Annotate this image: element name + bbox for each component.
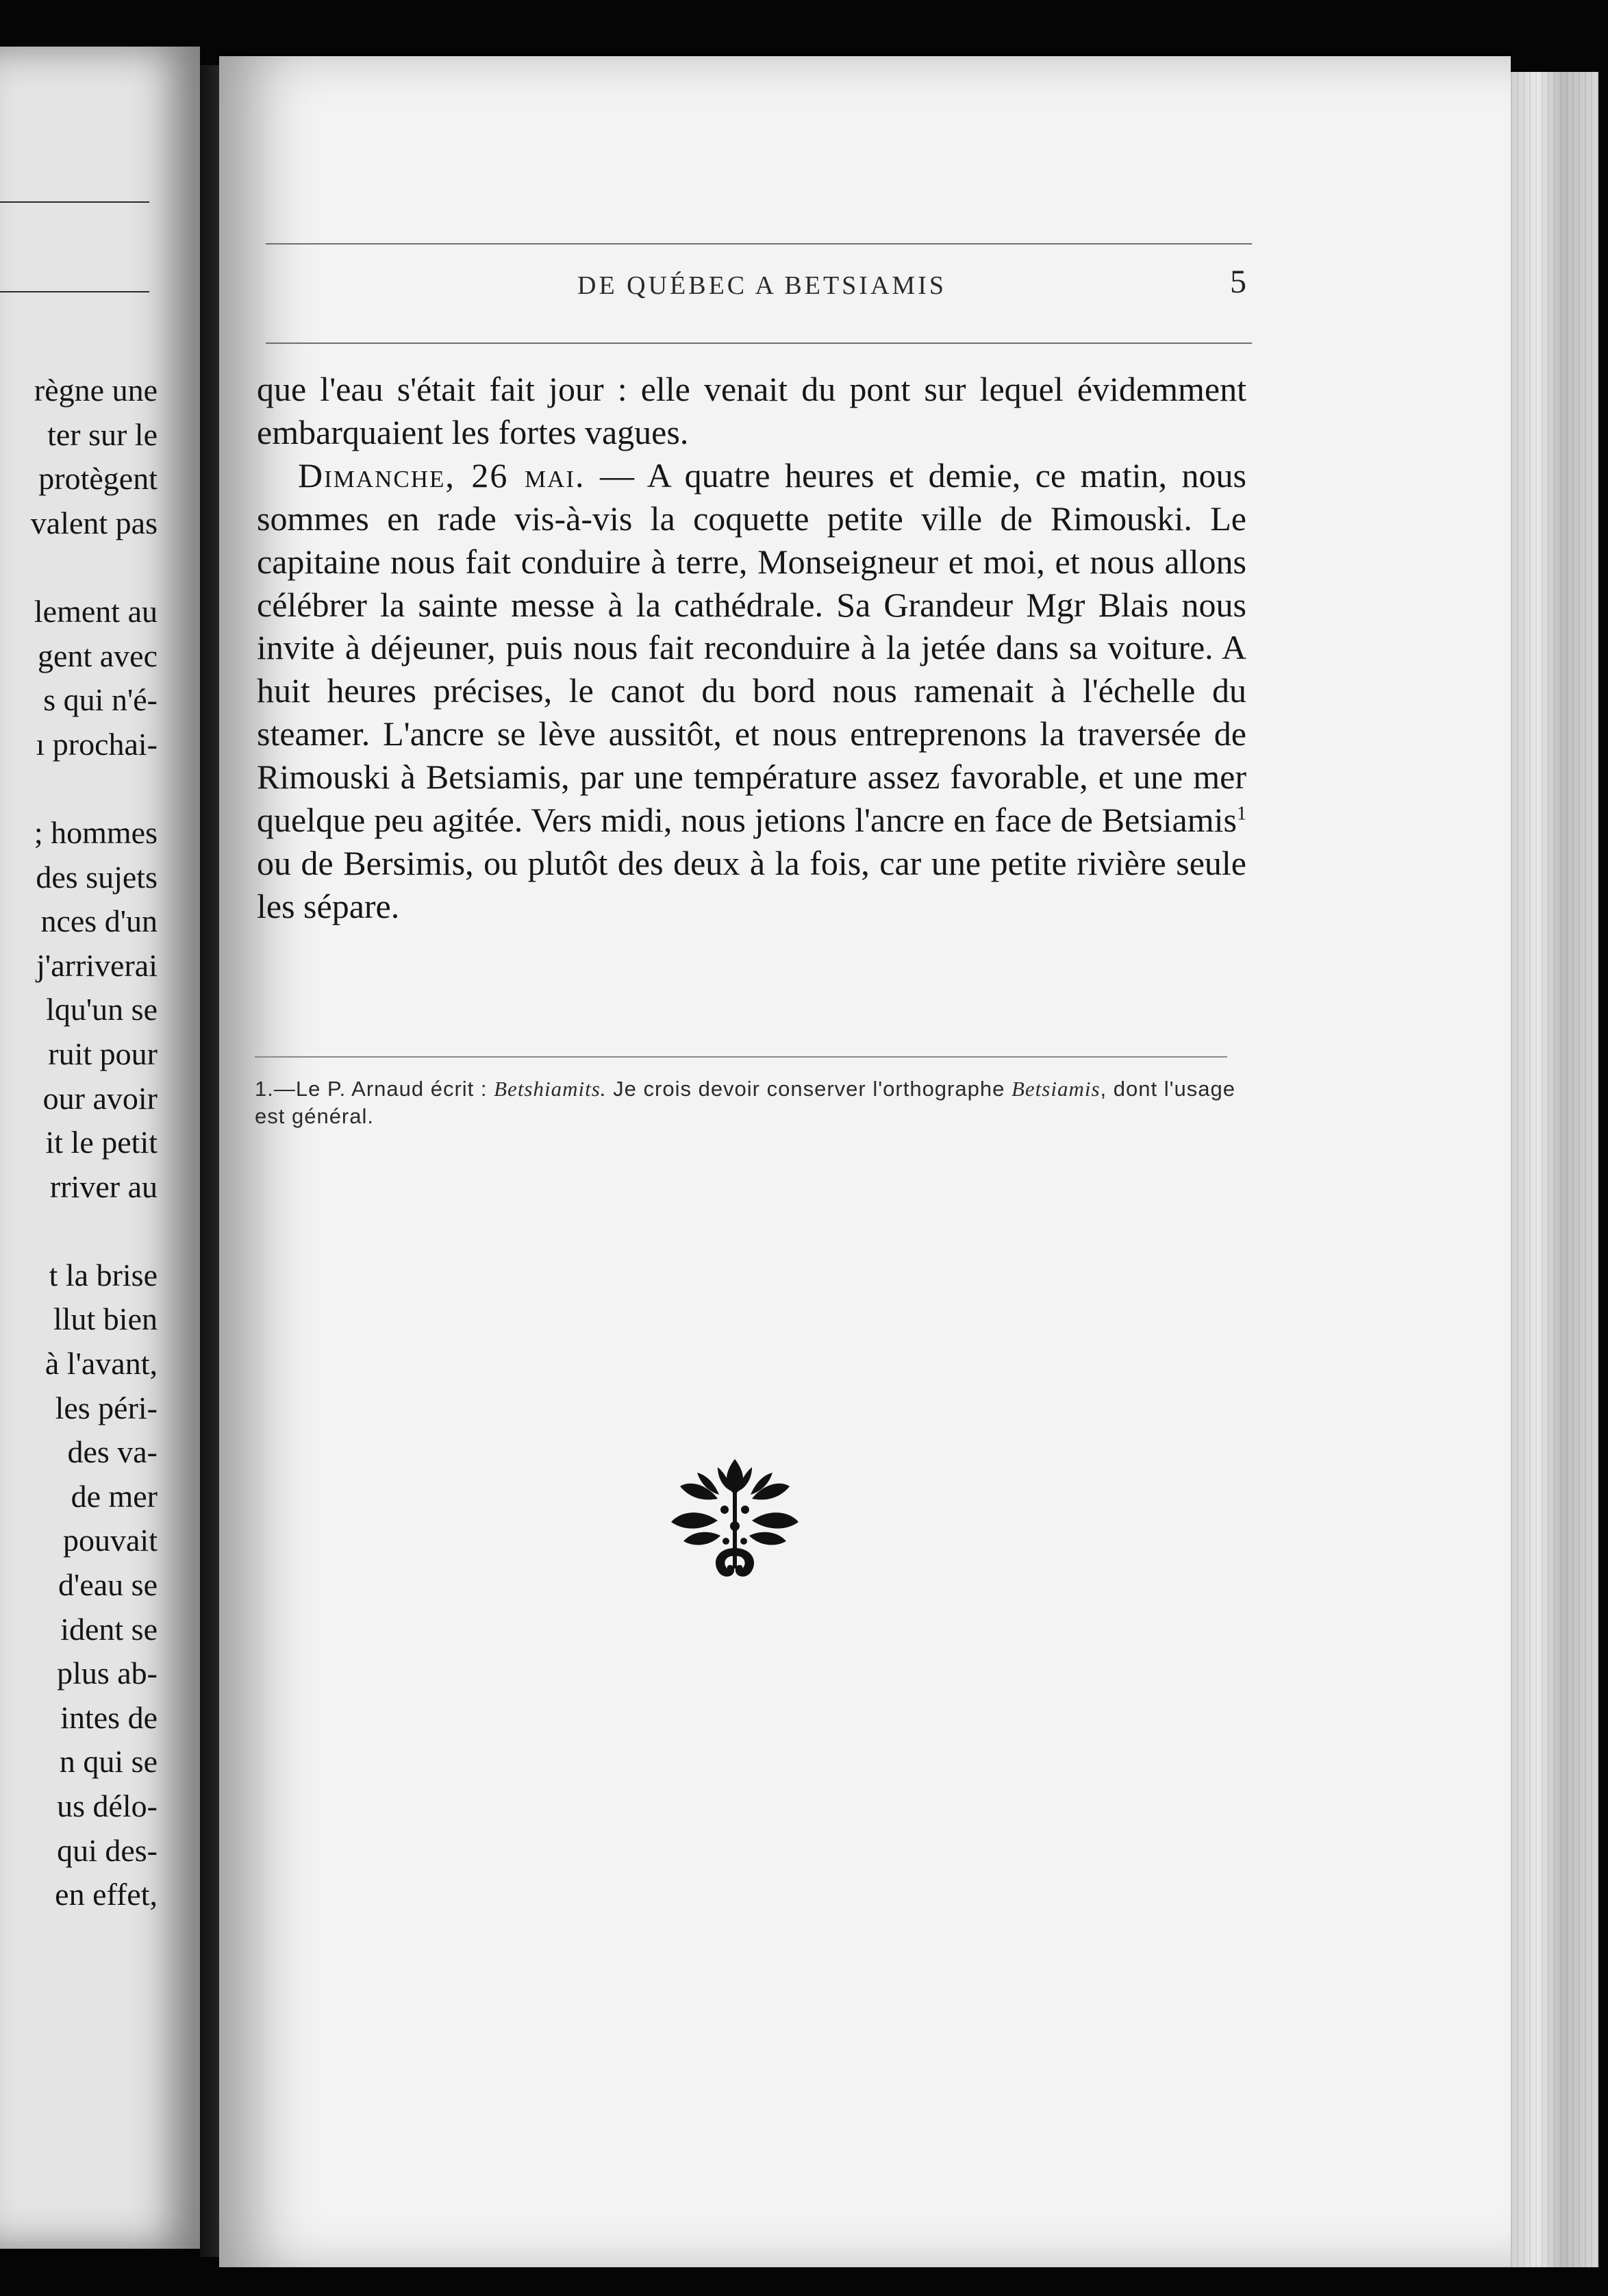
footnote bbox=[255, 1075, 1255, 1130]
left-page-text-line: ter sur le bbox=[47, 416, 158, 452]
footnote-italic-1: Betshiamits. bbox=[494, 1077, 607, 1101]
running-head: DE QUÉBEC A BETSIAMIS bbox=[577, 271, 946, 300]
left-page-text-line: en effet, bbox=[55, 1877, 158, 1912]
left-page-text-line: les péri- bbox=[55, 1390, 158, 1425]
left-page-text-line: d'eau se bbox=[58, 1567, 158, 1603]
left-facing-page bbox=[0, 47, 200, 2249]
footnote-italic-2: Betsiamis bbox=[1011, 1077, 1101, 1101]
paragraph-2-text-b: ou de Bersimis, ou plutôt des deux à la fois, car une petite rivière seule les sépare. bbox=[257, 843, 1246, 925]
left-page-text-line: des va- bbox=[67, 1434, 158, 1470]
left-page-text-line: t la brise bbox=[49, 1257, 158, 1293]
paragraph-2-text-a: — A quatre heures et demie, ce matin, nous sommes en rade vis-à-vis la coquette petite ville de Rimouski. Le capitaine nous fait conduire à terre, Monseigneur et moi, et nous allons célébrer la sainte messe à la cathédrale. Sa Grandeur Mgr Blais nous invite à déjeuner, puis nous fait reconduire à la jetée dans sa voiture. A huit heures précises, le canot du bord nous ramenait à l'échelle du steamer. L'ancre se lève aussitôt, et nous entreprenons la traversée de Rimouski à Betsiamis, par une température assez favorable, et une mer quelque peu agitée. Vers midi, nous jetions l'ancre en face de Betsiamis bbox=[257, 456, 1246, 840]
left-page-text-line: j'arriverai bbox=[36, 947, 158, 983]
left-page-text-line: protègent bbox=[38, 461, 158, 497]
left-page-text-line: de mer bbox=[71, 1478, 158, 1514]
page-number: 5 bbox=[1230, 264, 1246, 300]
left-page-text-line: à l'avant, bbox=[45, 1346, 158, 1382]
left-page-paragraph-gap bbox=[31, 545, 158, 590]
left-page-text-line: qui des- bbox=[57, 1832, 158, 1868]
left-page-rule bbox=[0, 201, 149, 203]
left-page-text-line: n qui se bbox=[59, 1744, 158, 1780]
left-page-text-line: pouvait bbox=[63, 1523, 158, 1558]
body-text bbox=[257, 368, 1246, 928]
fleuron-ornament-icon bbox=[670, 1459, 800, 1582]
footnote-text-1: Je crois devoir conserver l'orthographe bbox=[606, 1077, 1012, 1101]
left-page-text-line: ruit pour bbox=[48, 1036, 158, 1071]
date-heading: Dimanche, 26 mai. bbox=[298, 456, 586, 495]
left-page-text-line: our avoir bbox=[42, 1080, 158, 1116]
left-page-text-line: valent pas bbox=[30, 505, 158, 540]
left-page-paragraph-gap bbox=[31, 766, 158, 811]
left-page-text-line: intes de bbox=[60, 1699, 158, 1735]
left-page-text-line: gent avec bbox=[38, 638, 158, 673]
footnote-reference: 1 bbox=[1237, 803, 1246, 825]
left-page-text-fragments bbox=[31, 369, 158, 1917]
header-bottom-rule bbox=[266, 342, 1252, 344]
left-page-text-line: s qui n'é- bbox=[43, 682, 158, 718]
header-top-rule bbox=[266, 243, 1252, 245]
paragraph-1: que l'eau s'était fait jour : elle venait du pont sur lequel évidemment embarquaient les fortes vagues. bbox=[257, 370, 1246, 451]
left-page-rule bbox=[0, 291, 149, 292]
left-page-text-line: us délo- bbox=[57, 1788, 158, 1823]
left-page-paragraph-gap bbox=[31, 1209, 158, 1253]
footnote-text-2: , dont l'usage est général. bbox=[255, 1077, 1235, 1128]
right-page bbox=[219, 56, 1511, 2267]
footnote-separator bbox=[255, 1056, 1227, 1058]
left-page-text-line: rriver au bbox=[49, 1169, 158, 1204]
left-page-text-line: lqu'un se bbox=[46, 992, 158, 1027]
left-page-text-line: ident se bbox=[60, 1611, 158, 1647]
left-page-text-line: plus ab- bbox=[57, 1656, 158, 1691]
left-page-text-line: lement au bbox=[34, 593, 158, 629]
paragraph-2 bbox=[257, 454, 1246, 928]
footnote-number: 1.—Le P. Arnaud écrit : bbox=[255, 1077, 494, 1101]
left-page-text-line: ı prochai- bbox=[36, 726, 158, 762]
left-page-text-line: ; hommes bbox=[34, 814, 158, 850]
left-page-text-line: des sujets bbox=[36, 859, 158, 895]
fore-edge-texture bbox=[1511, 72, 1598, 2267]
left-page-text-line: it le petit bbox=[45, 1125, 158, 1160]
left-page-text-line: llut bien bbox=[53, 1301, 158, 1337]
left-page-text-line: règne une bbox=[34, 373, 158, 408]
left-page-text-line: nces d'un bbox=[40, 903, 158, 939]
